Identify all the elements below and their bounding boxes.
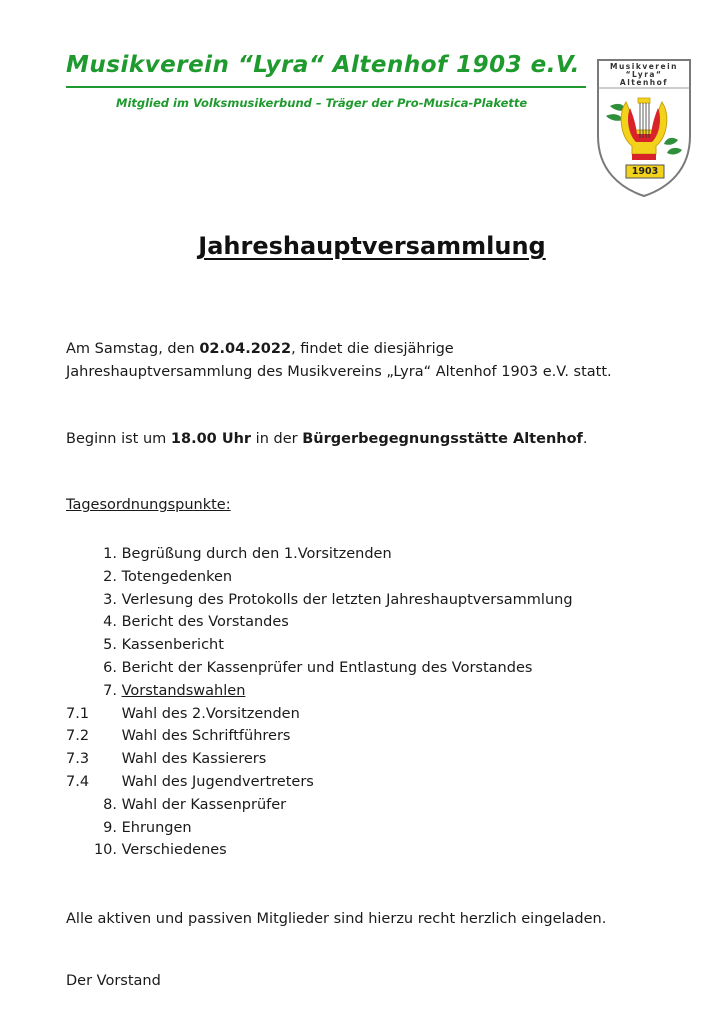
- club-crest-logo: [596, 58, 692, 198]
- start-text-1: Beginn ist um: [66, 431, 171, 447]
- agenda-item-text: Verlesung des Protokolls der letzten Jahreshauptversammlung: [121, 591, 573, 608]
- agenda-item-number: 7.3: [66, 751, 90, 768]
- crest-text-line1: Musikverein: [610, 62, 678, 71]
- agenda-item-number: 7.2: [66, 728, 90, 745]
- agenda-item-number: 2.: [103, 568, 117, 585]
- agenda-item: [66, 817, 686, 840]
- agenda-item-number: 7.4: [66, 773, 90, 790]
- crest-year: 1903: [631, 166, 659, 177]
- agenda-item-text: Wahl des 2.Vorsitzenden: [121, 705, 300, 722]
- crest-text-line3: Altenhof: [619, 78, 669, 87]
- intro-paragraph: [66, 338, 612, 384]
- agenda-item-text: Kassenbericht: [121, 637, 224, 654]
- start-text-3: .: [582, 431, 588, 447]
- agenda-item-number: 1.: [103, 546, 117, 562]
- agenda-item-text: Bericht des Vorstandes: [121, 614, 289, 631]
- agenda-item-text: Wahl des Jugendvertreters: [121, 773, 314, 790]
- agenda-item-text: Vorstandswahlen: [121, 682, 246, 699]
- invitation-text: Alle aktiven und passiven Mitglieder sind hierzu recht herzlich eingeladen.: [66, 911, 607, 927]
- agenda-item-text: Wahl der Kassenprüfer: [121, 796, 287, 813]
- agenda-item: [66, 680, 686, 703]
- intro-text-line2: Jahreshauptversammlung des Musikvereins „Lyra“ Altenhof 1903 e.V. statt.: [66, 364, 612, 380]
- meeting-date: 02.04.2022: [199, 341, 292, 357]
- agenda-item-number: 8.: [103, 796, 117, 813]
- intro-text-start: Am Samstag, den: [66, 341, 200, 357]
- meeting-time: 18.00 Uhr: [170, 431, 252, 447]
- agenda-item-number: 10.: [93, 842, 117, 859]
- agenda-item: [66, 839, 686, 862]
- agenda-item: [66, 657, 686, 680]
- agenda-item-number: 7.: [103, 682, 117, 699]
- agenda-item-text: Begrüßung durch den 1.Vorsitzenden: [121, 546, 392, 562]
- start-text-2: in der: [251, 431, 303, 447]
- agenda-heading: Tagesordnungspunkte:: [66, 497, 231, 513]
- club-name: Musikverein “Lyra“ Altenhof 1903 e.V.: [66, 52, 580, 78]
- start-paragraph: [66, 428, 587, 451]
- agenda-item-number: 3.: [103, 591, 117, 608]
- agenda-item-number: 9.: [103, 819, 117, 836]
- crest-text-line2: “Lyra“: [625, 70, 663, 79]
- agenda-item: [66, 543, 686, 566]
- agenda-item-text: Ehrungen: [121, 819, 192, 836]
- agenda-item-number: 5.: [103, 637, 117, 654]
- meeting-place: Bürgerbegegnungsstätte Altenhof: [302, 431, 583, 447]
- agenda-item-text: Bericht der Kassenprüfer und Entlastung des Vorstandes: [121, 659, 533, 676]
- agenda-item-text: Wahl des Kassierers: [121, 751, 267, 768]
- agenda-item: [66, 566, 686, 589]
- agenda-item-number: 7.1: [66, 705, 90, 722]
- agenda-item-text: Wahl des Schriftführers: [121, 728, 291, 745]
- agenda-item-number: 4.: [103, 614, 117, 631]
- agenda-item: [66, 634, 686, 657]
- agenda-item: [66, 794, 686, 817]
- agenda-item: [66, 748, 686, 771]
- agenda-item: [66, 725, 686, 748]
- agenda-item: [66, 611, 686, 634]
- header-divider: [66, 86, 586, 88]
- agenda-item-number: 6.: [103, 659, 117, 676]
- document-title: Jahreshauptversammlung: [198, 232, 546, 260]
- signature: Der Vorstand: [66, 973, 161, 989]
- agenda-item-text: Verschiedenes: [121, 842, 227, 859]
- agenda-item: [66, 703, 686, 726]
- agenda-item: [66, 771, 686, 794]
- club-subtitle: Mitglied im Volksmusikerbund – Träger der Pro-Musica-Plakette: [116, 96, 528, 110]
- agenda-list: [66, 543, 686, 862]
- intro-text-end: , findet die diesjährige: [291, 341, 454, 357]
- agenda-item: [66, 589, 686, 612]
- agenda-item-text: Totengedenken: [121, 568, 233, 585]
